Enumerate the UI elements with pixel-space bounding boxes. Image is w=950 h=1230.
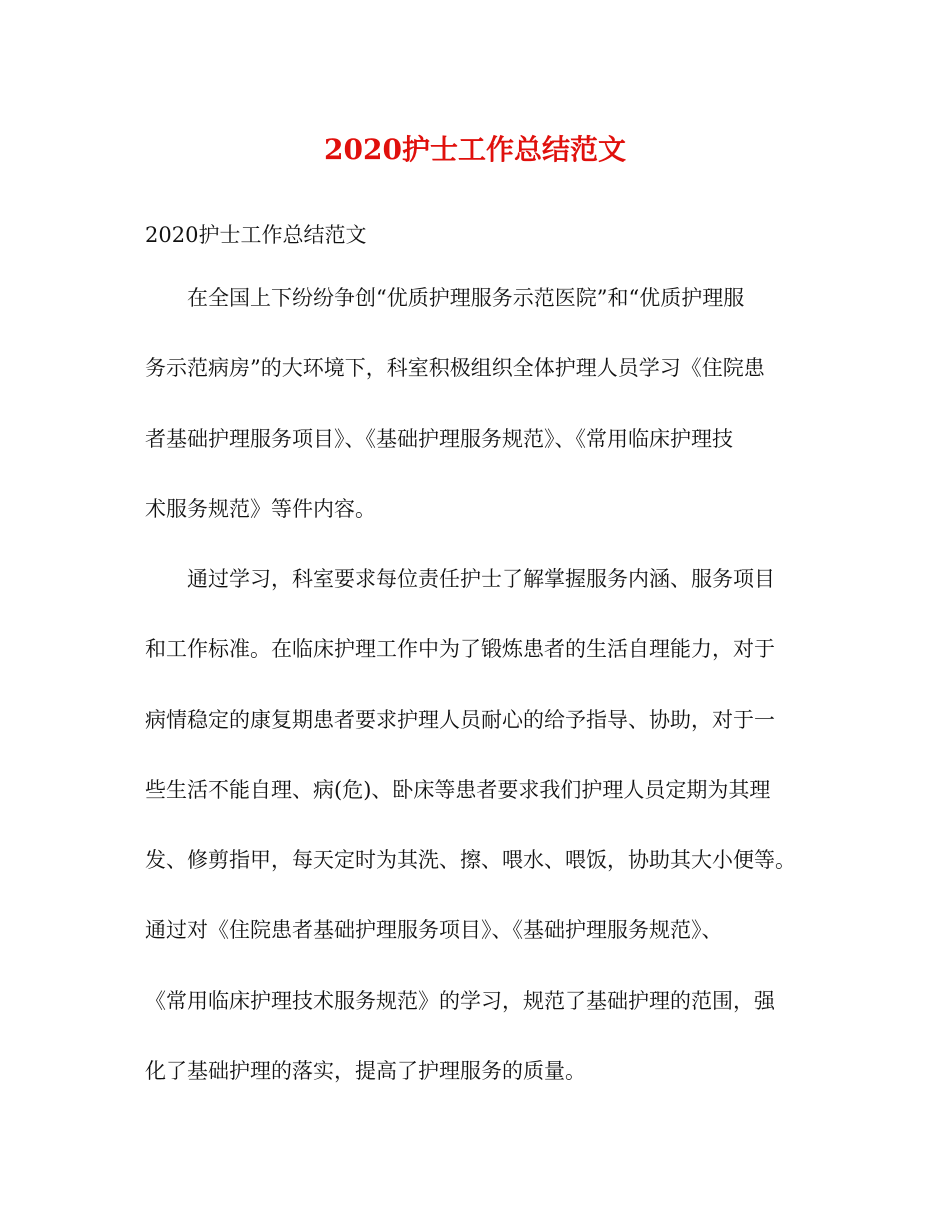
document-title: 2020护士工作总结范文: [324, 133, 626, 166]
paragraph-1-line-3: 者基础护理服务项目》、《基础护理服务规范》、《常用临床护理技: [145, 427, 733, 451]
paragraph-2-line-8: 化了基础护理的落实，提高了护理服务的质量。: [145, 1059, 586, 1083]
paragraph-1-line-4: 术服务规范》等件内容。: [145, 497, 376, 521]
paragraph-2-line-6: 通过对《住院患者基础护理服务项目》、《基础护理服务规范》、: [145, 918, 723, 942]
paragraph-1-line-2: 务示范病房”的大环境下，科室积极组织全体护理人员学习《住院患: [145, 356, 765, 380]
paragraph-2-line-4: 些生活不能自理、病(危)、卧床等患者要求我们护理人员定期为其理: [145, 778, 771, 802]
paragraph-1-line-1: 在全国上下纷纷争创“优质护理服务示范医院”和“优质护理服: [187, 286, 745, 310]
paragraph-2-line-3: 病情稳定的康复期患者要求护理人员耐心的给予指导、协助，对于一: [145, 708, 775, 732]
paragraph-2-line-1: 通过学习，科室要求每位责任护士了解掌握服务内涵、服务项目: [187, 567, 775, 591]
paragraph-2-line-2: 和工作标准。在临床护理工作中为了锻炼患者的生活自理能力，对于: [145, 637, 775, 661]
paragraph-2-line-5: 发、修剪指甲，每天定时为其洗、擦、喂水、喂饭，协助其大小便等。: [145, 848, 796, 872]
paragraph-2-line-7: 《常用临床护理技术服务规范》的学习，规范了基础护理的范围，强: [145, 989, 775, 1013]
document-subtitle: 2020护士工作总结范文: [145, 223, 367, 247]
